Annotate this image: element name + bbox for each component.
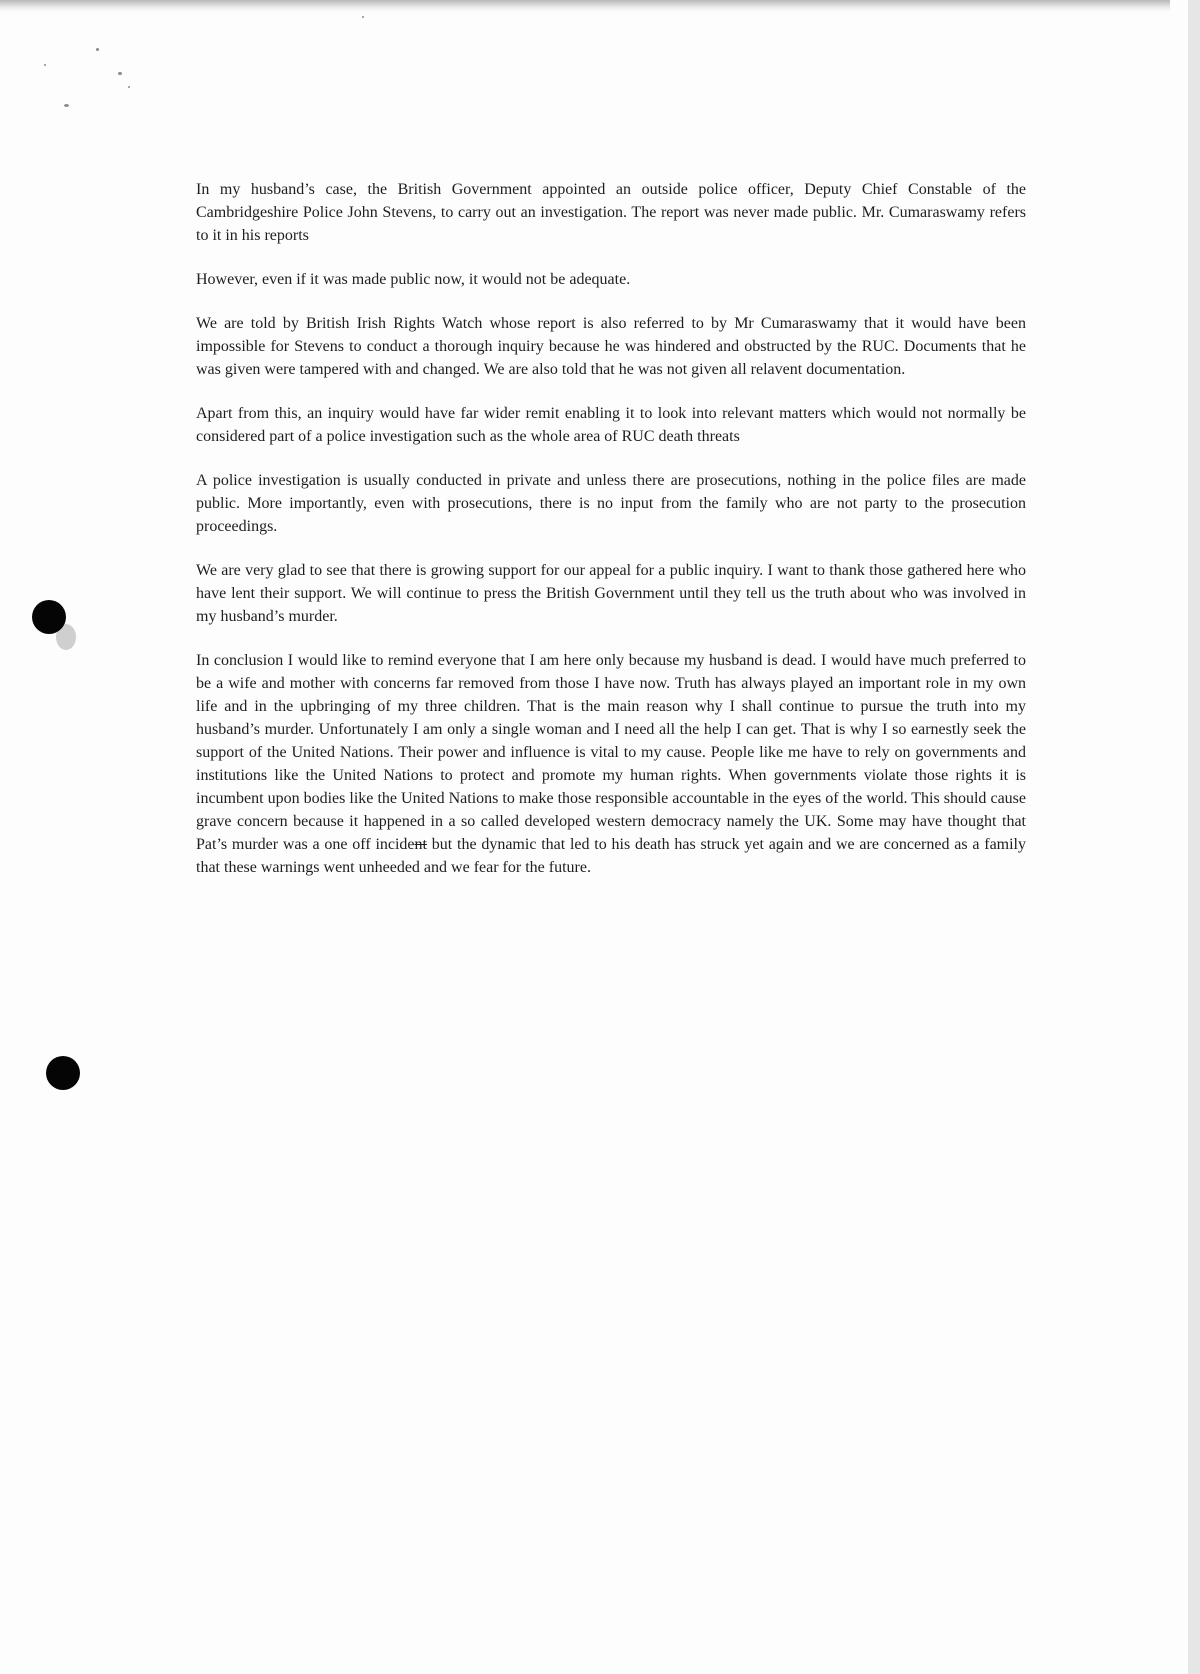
paragraph-police-investigation: A police investigation is usually conducted in private and unless there are prosecutions, nothing in the police files are made public. More importantly, even with prosecutions, there is no input from the family who are not party to the prosecution proceedings. — [196, 472, 1026, 535]
scan-speck — [64, 104, 69, 107]
paragraph-inquiry-remit: Apart from this, an inquiry would have far wider remit enabling it to look into relevant matters which would not normally be considered part of a police investigation such as the whole area of RUC death threats — [196, 405, 1026, 445]
punch-hole-lower — [46, 1056, 80, 1090]
struck-text: nt — [414, 836, 427, 853]
paragraph-conclusion — [196, 649, 1026, 879]
paragraph-stevens-investigation: In my husband’s case, the British Government appointed an outside police officer, Deputy Chief Constable of the Cambridgeshire Police John Stevens, to carry out an investigation. The report was never made public. Mr. Cumaraswamy refers to it in his reports — [196, 181, 1026, 244]
scan-speck — [118, 72, 122, 75]
scan-right-edge — [1188, 0, 1200, 1674]
conclusion-text-end: but the dynamic that led to his death has struck yet again and we are concerned as a family that these warnings went unheeded and we fear for the future. — [196, 836, 1027, 876]
scan-speck — [128, 86, 130, 88]
paragraph-not-adequate: However, even if it was made public now, it would not be adequate. — [196, 271, 631, 288]
punch-hole-upper — [32, 600, 66, 634]
scan-speck — [44, 64, 46, 66]
scan-speck — [362, 16, 364, 18]
conclusion-text-start: In conclusion I would like to remind everyone that I am here only because my husband is dead. I would have much preferred to be a wife and mother with concerns far removed from those I have now. Truth has always played an important role in my own life and in the upbringing of my three children. That is the main reason why I shall continue to pursue the truth into my husband’s murder. Unfortunately I am only a single woman and I need all the help I can get. That is why I so earnestly seek the support of the United Nations. Their power and influence is vital to my cause. People like me have to rely on governments and institutions like the United Nations to protect and promote my human rights. When governments violate those rights it is incumbent upon bodies like the United Nations to make those responsible accountable in the eyes of the world. This should cause grave concern because it happened in a so called developed western democracy namely the UK. Some may have thought that Pat’s murder was a one off incide — [196, 652, 1026, 853]
paragraph-public-inquiry-support: We are very glad to see that there is growing support for our appeal for a public inquiry. I want to thank those gathered here who have lent their support. We will continue to press the British Government until they tell us the truth about who was involved in my husband’s murder. — [196, 562, 1026, 625]
letter-body — [196, 178, 1026, 900]
paragraph-birw-report: We are told by British Irish Rights Watch whose report is also referred to by Mr Cumaraswamy that it would have been impossible for Stevens to conduct a thorough inquiry because he was hindered and obstructed by the RUC. Documents that he was given were tampered with and changed. We are also told that he was not given all relavent documentation. — [196, 315, 1026, 378]
scan-top-shadow — [0, 0, 1170, 12]
scan-speck — [96, 48, 99, 51]
